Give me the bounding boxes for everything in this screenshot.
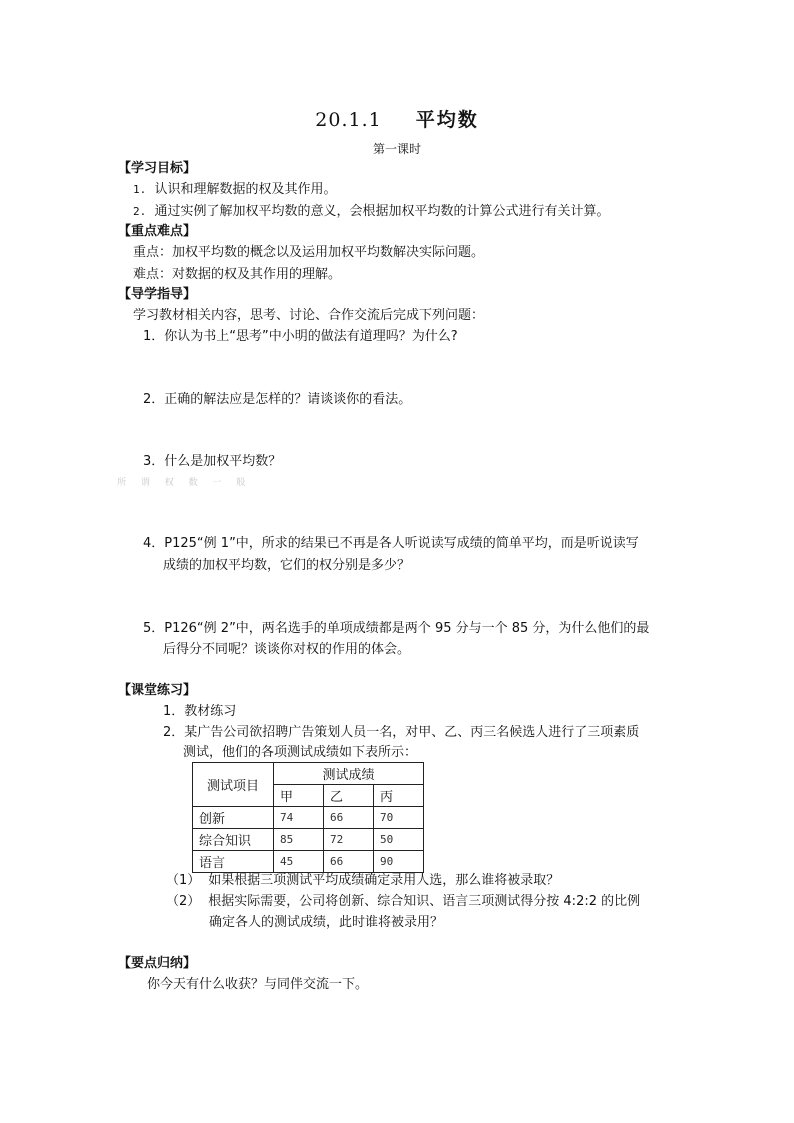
guide-question-4-cont: 成绩的加权平均数，它们的权分别是多少？: [163, 558, 411, 573]
question-num: 1．: [143, 329, 165, 344]
score-cell: 70: [374, 807, 424, 829]
question-text: 什么是加权平均数？: [164, 454, 282, 469]
objective-num: 1.: [133, 183, 147, 196]
summary-text: 你今天有什么收获？与同伴交流一下。: [147, 977, 369, 992]
practice-num: 1．: [163, 704, 185, 719]
objective-item-2: [133, 203, 610, 221]
title-number: 20.1.1: [315, 109, 382, 131]
practice-heading: 【课堂练习】: [118, 683, 197, 698]
candidate-jia: 甲: [274, 785, 324, 807]
objective-num: 2.: [133, 205, 147, 218]
question-text: 你认为书上“思考”中小明的做法有道理吗？为什么?: [164, 329, 458, 344]
score-cell: 72: [324, 829, 374, 851]
title-text: 平均数: [415, 109, 479, 131]
practice-item-1: [163, 703, 236, 721]
practice-text: 教材练习: [184, 704, 237, 719]
row-label: 综合知识: [193, 829, 274, 851]
guide-question-2: [143, 391, 411, 409]
practice-num: 2．: [163, 725, 185, 740]
score-cell: 66: [324, 807, 374, 829]
question-text: P125“例 1”中，所求的结果已不再是各人听说读写成绩的简单平均，而是听说读写: [164, 536, 639, 551]
row-label: 创新: [193, 807, 274, 829]
objective-text: 通过实例了解加权平均数的意义，会根据加权平均数的计算公式进行有关计算。: [154, 204, 610, 219]
table-row: [193, 807, 424, 829]
guide-heading: 【导学指导】: [118, 287, 197, 302]
difficulty-text: 难点：对数据的权及其作用的理解。: [133, 267, 342, 282]
score-cell: 45: [274, 851, 324, 873]
practice-item-2: [163, 724, 639, 742]
practice-sub-2: [166, 893, 640, 911]
row-label: 语言: [193, 851, 274, 873]
table-row: [193, 851, 424, 873]
objective-text: 认识和理解数据的权及其作用。: [154, 182, 337, 197]
practice-text: 某广告公司欲招聘广告策划人员一名，对甲、乙、丙三名候选人进行了三项素质: [184, 725, 640, 740]
page-subtitle: 第一课时: [372, 142, 421, 156]
score-cell: 66: [324, 851, 374, 873]
faint-watermark-text: 所 谓 权 数 一 般: [117, 478, 252, 488]
score-cell: 90: [374, 851, 424, 873]
summary-heading: 【要点归纳】: [118, 956, 197, 971]
practice-item-2-cont: 测试，他们的各项测试成绩如下表所示：: [183, 745, 418, 760]
guide-intro: 学习教材相关内容，思考、讨论、合作交流后完成下列问题：: [133, 308, 485, 323]
header-test-item: 测试项目: [193, 763, 274, 807]
question-num: 4．: [143, 536, 165, 551]
objectives-heading: 【学习目标】: [118, 161, 197, 176]
sub-num: （1）: [166, 873, 201, 888]
score-cell: 85: [274, 829, 324, 851]
header-test-scores: 测试成绩: [274, 763, 424, 785]
score-cell: 74: [274, 807, 324, 829]
practice-sub-1: [166, 872, 559, 890]
guide-question-5-cont: 后得分不同呢？谈谈你对权的作用的体会。: [163, 642, 411, 657]
question-text: P126“例 2”中，两名选手的单项成绩都是两个 95 分与一个 85 分，为什么他们的最: [164, 621, 650, 636]
table-header-row: [193, 763, 424, 785]
question-num: 3．: [143, 454, 165, 469]
focus-text: 重点：加权平均数的概念以及运用加权平均数解决实际问题。: [133, 245, 485, 260]
sub-text: 如果根据三项测试平均成绩确定录用人选，那么谁将被录取？: [208, 873, 560, 888]
score-cell: 50: [374, 829, 424, 851]
question-text: 正确的解法应是怎样的？请谈谈你的看法。: [164, 392, 412, 407]
sub-text: 根据实际需要，公司将创新、综合知识、语言三项测试得分按 4:2:2 的比例: [208, 894, 641, 909]
candidate-bing: 丙: [374, 785, 424, 807]
guide-question-3: [143, 453, 281, 471]
candidate-yi: 乙: [324, 785, 374, 807]
guide-question-4: [143, 535, 639, 553]
scores-table: [192, 762, 424, 873]
objective-item-1: [133, 181, 337, 199]
guide-question-5: [143, 620, 649, 638]
key-points-heading: 【重点难点】: [118, 224, 197, 239]
question-num: 5．: [143, 621, 165, 636]
question-num: 2．: [143, 392, 165, 407]
sub-num: （2）: [166, 894, 201, 909]
guide-question-1: [143, 328, 458, 346]
page-title: [0, 108, 794, 132]
table-row: [193, 829, 424, 851]
practice-sub-2-cont: 确定各人的测试成绩，此时谁将被录用？: [209, 915, 444, 930]
